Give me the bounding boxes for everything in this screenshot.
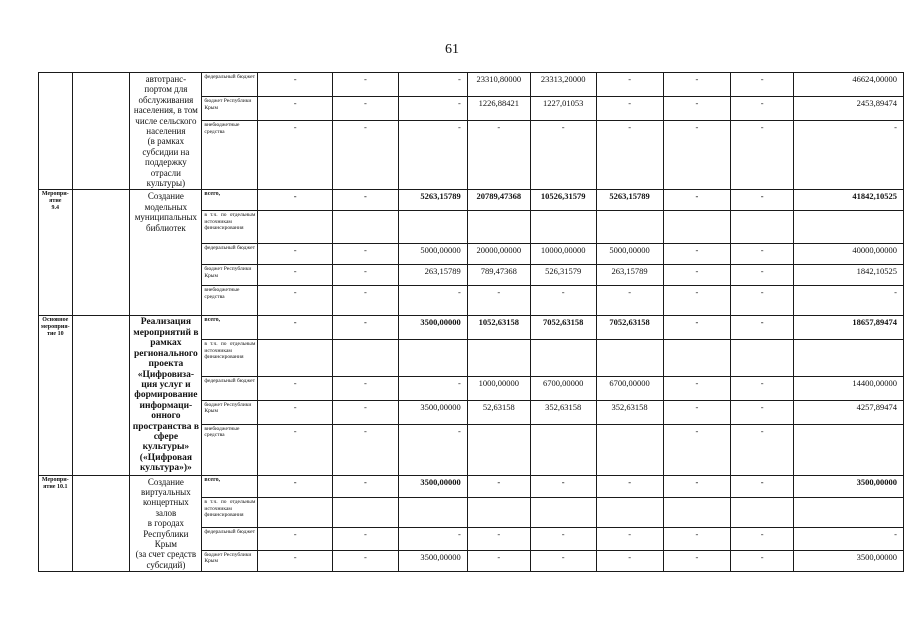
table-row bbox=[39, 73, 904, 97]
value-cell: 6700,00000 bbox=[596, 377, 663, 401]
value-cell: - bbox=[794, 286, 904, 316]
value-cell: - bbox=[596, 73, 663, 97]
value-cell: - bbox=[258, 528, 333, 551]
value-cell: 23310,80000 bbox=[467, 73, 530, 97]
value-cell bbox=[258, 498, 333, 528]
value-cell bbox=[467, 211, 530, 244]
value-cell: - bbox=[731, 475, 794, 498]
value-cell: 4257,89474 bbox=[794, 401, 904, 425]
value-cell: - bbox=[398, 121, 467, 190]
value-cell: - bbox=[596, 550, 663, 572]
value-cell bbox=[467, 498, 530, 528]
value-cell bbox=[333, 340, 399, 377]
value-cell: - bbox=[333, 244, 399, 265]
value-cell: - bbox=[663, 121, 731, 190]
value-cell bbox=[794, 424, 904, 475]
value-cell: - bbox=[258, 316, 333, 340]
value-cell: - bbox=[731, 265, 794, 286]
funding-source: в т.ч. по отдельным источникам финансирования bbox=[202, 340, 258, 377]
funding-source: федеральный бюджет bbox=[202, 73, 258, 97]
value-cell bbox=[596, 424, 663, 475]
value-cell: - bbox=[663, 316, 731, 340]
value-cell: 41842,10525 bbox=[794, 190, 904, 211]
value-cell: 40000,00000 bbox=[794, 244, 904, 265]
value-cell: - bbox=[530, 475, 596, 498]
value-cell: - bbox=[731, 244, 794, 265]
table-row bbox=[39, 475, 904, 498]
value-cell: - bbox=[258, 73, 333, 97]
funding-source: в т.ч. по отдельным источникам финансирования bbox=[202, 211, 258, 244]
value-cell: - bbox=[731, 316, 794, 340]
value-cell: - bbox=[731, 377, 794, 401]
value-cell: - bbox=[467, 475, 530, 498]
value-cell bbox=[596, 211, 663, 244]
value-cell: 3500,00000 bbox=[398, 316, 467, 340]
value-cell: 789,47368 bbox=[467, 265, 530, 286]
value-cell: 2453,89474 bbox=[794, 97, 904, 121]
value-cell: - bbox=[398, 424, 467, 475]
funding-source: бюджет Республики Крым bbox=[202, 97, 258, 121]
value-cell bbox=[398, 498, 467, 528]
value-cell bbox=[530, 340, 596, 377]
value-cell: 20000,00000 bbox=[467, 244, 530, 265]
value-cell bbox=[333, 211, 399, 244]
value-cell: - bbox=[333, 286, 399, 316]
value-cell: - bbox=[663, 401, 731, 425]
value-cell: - bbox=[333, 550, 399, 572]
value-cell bbox=[398, 340, 467, 377]
measure-code: Основное мероприя- тие 10 bbox=[39, 316, 73, 475]
value-cell bbox=[794, 211, 904, 244]
value-cell: 1052,63158 bbox=[467, 316, 530, 340]
funding-source: федеральный бюджет bbox=[202, 244, 258, 265]
value-cell: - bbox=[596, 121, 663, 190]
value-cell: 6700,00000 bbox=[530, 377, 596, 401]
value-cell: - bbox=[467, 286, 530, 316]
measure-code: Меропри- ятие 9.4 bbox=[39, 190, 73, 316]
value-cell: 14400,00000 bbox=[794, 377, 904, 401]
value-cell: 263,15789 bbox=[398, 265, 467, 286]
value-cell: - bbox=[663, 73, 731, 97]
value-cell: - bbox=[258, 377, 333, 401]
value-cell bbox=[467, 340, 530, 377]
value-cell: - bbox=[333, 401, 399, 425]
value-cell: - bbox=[258, 401, 333, 425]
funding-source: внебюджетные средства bbox=[202, 286, 258, 316]
value-cell: 263,15789 bbox=[596, 265, 663, 286]
value-cell: 7052,63158 bbox=[596, 316, 663, 340]
value-cell: - bbox=[530, 286, 596, 316]
value-cell: - bbox=[663, 97, 731, 121]
value-cell: 20789,47368 bbox=[467, 190, 530, 211]
value-cell: - bbox=[794, 528, 904, 551]
value-cell: 1842,10525 bbox=[794, 265, 904, 286]
value-cell: 352,63158 bbox=[596, 401, 663, 425]
value-cell: - bbox=[596, 528, 663, 551]
value-cell bbox=[333, 498, 399, 528]
funding-source: бюджет Республики Крым bbox=[202, 550, 258, 572]
funding-source: в т.ч. по отдельным источникам финансирования bbox=[202, 498, 258, 528]
value-cell bbox=[467, 424, 530, 475]
value-cell: - bbox=[398, 377, 467, 401]
value-cell bbox=[258, 211, 333, 244]
value-cell bbox=[731, 211, 794, 244]
value-cell: - bbox=[333, 190, 399, 211]
value-cell: 1000,00000 bbox=[467, 377, 530, 401]
funding-source: федеральный бюджет bbox=[202, 528, 258, 551]
page-number: 61 bbox=[445, 42, 459, 57]
value-cell: - bbox=[333, 475, 399, 498]
value-cell: - bbox=[333, 424, 399, 475]
value-cell: - bbox=[467, 550, 530, 572]
value-cell: 1226,88421 bbox=[467, 97, 530, 121]
value-cell: - bbox=[333, 73, 399, 97]
value-cell: 3500,00000 bbox=[398, 550, 467, 572]
value-cell: - bbox=[530, 550, 596, 572]
measure-name: Создание виртуальных концертных залов в городах Республики Крым (за счет средств субсидий) bbox=[130, 475, 202, 572]
value-cell: - bbox=[663, 286, 731, 316]
funding-source: всего, bbox=[202, 316, 258, 340]
value-cell bbox=[596, 498, 663, 528]
value-cell: - bbox=[530, 528, 596, 551]
empty-cell bbox=[72, 73, 130, 190]
value-cell: 7052,63158 bbox=[530, 316, 596, 340]
table-row bbox=[39, 316, 904, 340]
value-cell: - bbox=[731, 401, 794, 425]
value-cell: - bbox=[530, 121, 596, 190]
value-cell: - bbox=[258, 286, 333, 316]
funding-source: бюджет Республики Крым bbox=[202, 265, 258, 286]
value-cell: 5000,00000 bbox=[398, 244, 467, 265]
table-row bbox=[39, 190, 904, 211]
value-cell: - bbox=[333, 121, 399, 190]
value-cell: - bbox=[467, 528, 530, 551]
value-cell: 5263,15789 bbox=[398, 190, 467, 211]
value-cell: - bbox=[258, 475, 333, 498]
value-cell: 3500,00000 bbox=[398, 475, 467, 498]
value-cell: - bbox=[596, 97, 663, 121]
funding-source: бюджет Республики Крым bbox=[202, 401, 258, 425]
value-cell: 46624,00000 bbox=[794, 73, 904, 97]
value-cell: - bbox=[333, 528, 399, 551]
value-cell: - bbox=[333, 97, 399, 121]
value-cell: 5000,00000 bbox=[596, 244, 663, 265]
value-cell: - bbox=[333, 377, 399, 401]
value-cell bbox=[731, 340, 794, 377]
value-cell: - bbox=[398, 97, 467, 121]
value-cell: - bbox=[663, 377, 731, 401]
value-cell bbox=[530, 498, 596, 528]
empty-cell bbox=[72, 475, 130, 572]
empty-cell bbox=[72, 316, 130, 475]
value-cell: - bbox=[731, 528, 794, 551]
value-cell: - bbox=[731, 190, 794, 211]
measure-code bbox=[39, 73, 73, 190]
value-cell: - bbox=[663, 424, 731, 475]
value-cell bbox=[663, 340, 731, 377]
value-cell: 5263,15789 bbox=[596, 190, 663, 211]
funding-source: внебюджетные средства bbox=[202, 121, 258, 190]
value-cell bbox=[596, 340, 663, 377]
value-cell: - bbox=[596, 286, 663, 316]
value-cell: 52,63158 bbox=[467, 401, 530, 425]
value-cell: - bbox=[258, 244, 333, 265]
value-cell: - bbox=[467, 121, 530, 190]
value-cell: - bbox=[731, 550, 794, 572]
value-cell: - bbox=[731, 121, 794, 190]
funding-source: федеральный бюджет bbox=[202, 377, 258, 401]
value-cell: - bbox=[731, 424, 794, 475]
value-cell: - bbox=[663, 265, 731, 286]
value-cell: - bbox=[731, 73, 794, 97]
value-cell bbox=[663, 211, 731, 244]
value-cell bbox=[258, 340, 333, 377]
value-cell: - bbox=[663, 528, 731, 551]
measure-name: Реализация мероприятий в рамках регионального проекта «Цифровиза- ция услуг и формирование информаци- онного пространства в сфере культуры» («Цифровая культура»)» bbox=[130, 316, 202, 475]
value-cell: 3500,00000 bbox=[398, 401, 467, 425]
financing-table bbox=[38, 72, 904, 572]
value-cell: - bbox=[663, 244, 731, 265]
value-cell: - bbox=[596, 475, 663, 498]
funding-source: всего, bbox=[202, 475, 258, 498]
value-cell bbox=[530, 424, 596, 475]
value-cell: 1227,01053 bbox=[530, 97, 596, 121]
value-cell: - bbox=[731, 97, 794, 121]
value-cell: 3500,00000 bbox=[794, 475, 904, 498]
value-cell: - bbox=[398, 528, 467, 551]
value-cell: - bbox=[731, 286, 794, 316]
value-cell: 3500,00000 bbox=[794, 550, 904, 572]
measure-name: Создание модельных муниципальных библиотек bbox=[130, 190, 202, 316]
value-cell: - bbox=[258, 265, 333, 286]
value-cell: - bbox=[663, 550, 731, 572]
value-cell bbox=[398, 211, 467, 244]
value-cell bbox=[731, 498, 794, 528]
value-cell: 352,63158 bbox=[530, 401, 596, 425]
value-cell: - bbox=[333, 265, 399, 286]
value-cell: - bbox=[258, 97, 333, 121]
value-cell: 18657,89474 bbox=[794, 316, 904, 340]
value-cell: - bbox=[398, 73, 467, 97]
empty-cell bbox=[72, 190, 130, 316]
value-cell: - bbox=[258, 121, 333, 190]
value-cell bbox=[530, 211, 596, 244]
value-cell: 526,31579 bbox=[530, 265, 596, 286]
value-cell: - bbox=[333, 316, 399, 340]
value-cell: - bbox=[663, 475, 731, 498]
value-cell: - bbox=[258, 190, 333, 211]
funding-source: внебюджетные средства bbox=[202, 424, 258, 475]
value-cell: - bbox=[258, 550, 333, 572]
value-cell: - bbox=[398, 286, 467, 316]
value-cell: 10000,00000 bbox=[530, 244, 596, 265]
value-cell: 10526,31579 bbox=[530, 190, 596, 211]
value-cell: - bbox=[258, 424, 333, 475]
value-cell: - bbox=[663, 190, 731, 211]
value-cell bbox=[794, 498, 904, 528]
value-cell bbox=[794, 340, 904, 377]
measure-name: автотранс- портом для обслуживания населения, в том числе сельского населения (в рамках субсидии на поддержку отрасли культуры) bbox=[130, 73, 202, 190]
funding-source: всего, bbox=[202, 190, 258, 211]
value-cell: - bbox=[794, 121, 904, 190]
value-cell bbox=[663, 498, 731, 528]
value-cell: 23313,20000 bbox=[530, 73, 596, 97]
measure-code: Меропри- ятие 10.1 bbox=[39, 475, 73, 572]
